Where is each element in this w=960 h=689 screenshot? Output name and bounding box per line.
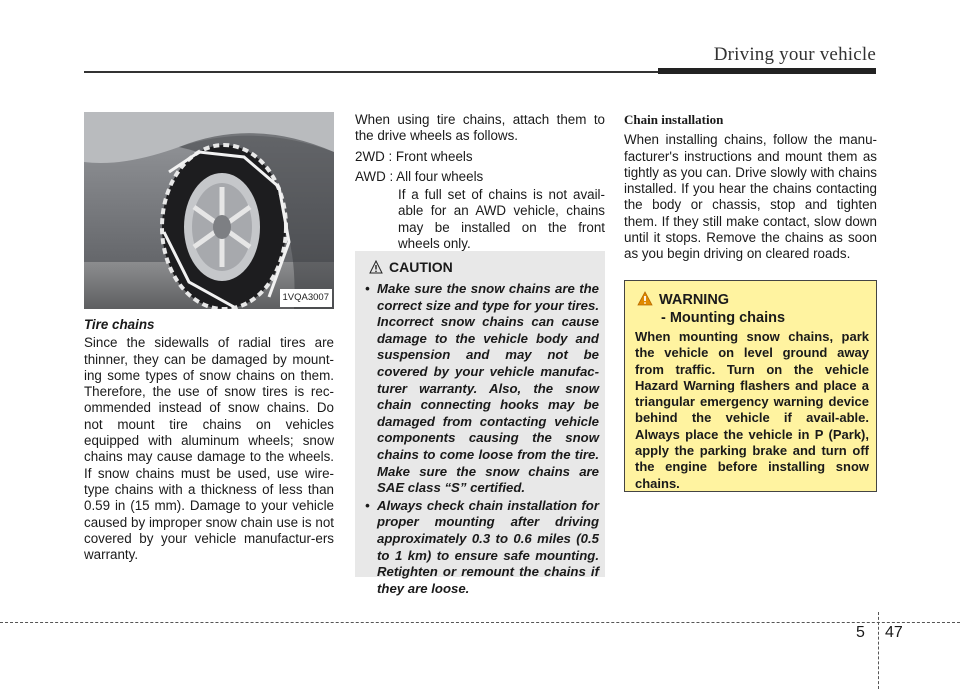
caution-item [365,498,599,598]
bullet-icon: • [365,497,370,513]
page-number: 47 [885,624,903,641]
tire-chain-illustration [84,112,334,309]
tire-chains-body: Since the sidewalls of radial tires are thinner, they can be damaged by mount-ing some types of snow chains on them. Therefore, the use of snow tires is rec-ommended instead of snow chains. Do not mount tire chains on vehicles equipped with aluminum wheels; snow chains may cause damage to the wheels. If snow chains must be used, use wire-type chains with a thickness of less than 0.59 in (15 mm). Damage to your vehicle caused by improper snow chain use is not covered by your vehicle manufactur-ers warranty. [84,335,334,563]
image-code-label: 1VQA3007 [280,289,332,307]
warning-subtitle: - Mounting chains [661,310,786,326]
warning-triangle-icon [637,291,653,311]
caution-header [369,259,453,277]
caution-box [355,251,605,596]
tire-chain-photo [84,112,334,309]
chain-installation-heading: Chain installation [624,112,724,127]
chapter-number: 5 [856,624,865,641]
bullet-icon: • [365,281,370,296]
warning-box [624,280,877,492]
caution-item [365,281,599,497]
caution-item-text: Make sure the snow chains are the correct size and type for your tires. Incorrect snow chains can cause damage to the vehicle body and suspension and may not be covered by your vehicle manufac-turer warranty. Also, the snow chain connecting hooks may be damaged from contacting vehicle components causing the snow chains to come loose from the tire. Make sure the snow chains are SAE class “S” certified. [377,281,599,496]
caution-title: CAUTION [389,259,453,275]
page-header-title: Driving your vehicle [713,44,876,65]
caution-item-text: Always check chain installation for proper mounting after driving approximately 0.3 to 0.6 miles (0.5 to 1 km) to ensure safe mounting. Retighten or remount the chains if they are loose. [377,497,599,596]
warning-title: WARNING [659,292,730,308]
chain-installation-body: When installing chains, follow the manu-facturer's instructions and mount them as tightly as you can. Drive slowly with chains installed. If you hear the chains contacting the body or chassis, stop and tighten them. If they still make contact, slow down until it stops. Remove the chains as soon as you begin driving on cleared roads. [624,132,877,262]
middle-column [355,112,605,252]
drive-wheels-intro: When using tire chains, attach them to the drive wheels as follows. [355,112,605,144]
drive-awd-line: AWD : All four wheels [355,168,484,184]
footer-divider [878,612,879,689]
tire-chains-subtitle: Tire chains [84,317,155,332]
awd-note: If a full set of chains is not avail-able for an AWD vehicle, chains may be installed on the front wheels only. [398,187,605,252]
drive-2wd-line: 2WD : Front wheels [355,148,473,164]
right-column [624,112,877,263]
caution-triangle-icon [369,260,383,277]
warning-header [637,291,729,311]
left-column [84,112,334,563]
caution-list [365,281,599,598]
warning-body: When mounting snow chains, park the vehicle on level ground away from traffic. Turn on the vehicle Hazard Warning flashers and place a triangular emergency warning device behind the vehicle if avail-able. Always place the vehicle in P (Park), apply the parking brake and turn off the engine before installing snow chains. [635,329,869,491]
footer-rule [0,622,960,623]
header-rule-accent [658,68,876,74]
